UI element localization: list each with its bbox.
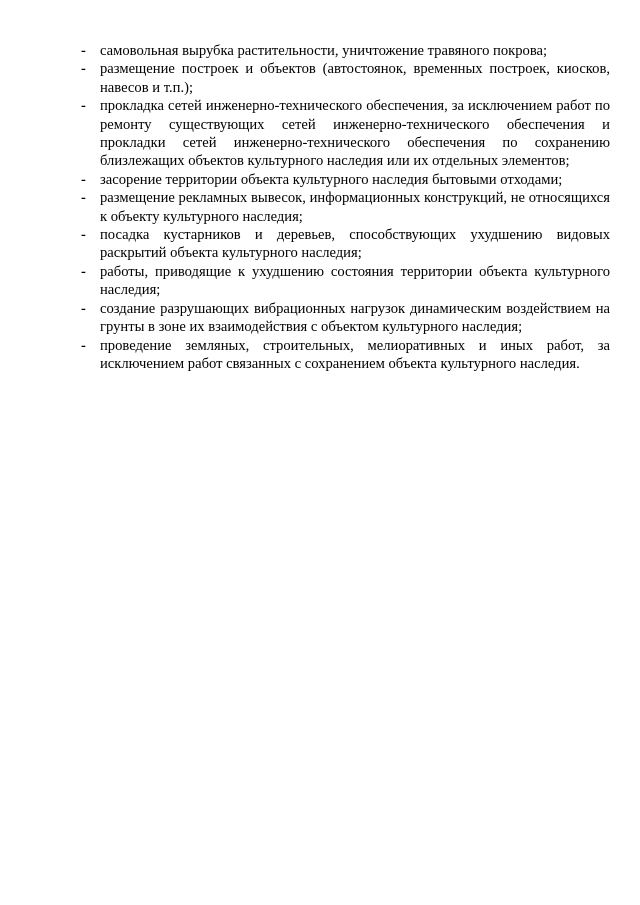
- list-item-text: размещение рекламных вывесок, информационных конструкций, не относящихся к объекту культурного наследия;: [100, 190, 610, 225]
- bullet-dash: -: [81, 227, 86, 244]
- list-item: [80, 263, 610, 300]
- restrictions-list: [80, 42, 610, 373]
- bullet-dash: -: [81, 190, 86, 207]
- list-item: [80, 60, 610, 97]
- bullet-dash: -: [81, 337, 86, 354]
- list-item: [80, 42, 610, 60]
- list-item: [80, 189, 610, 226]
- list-item-text: посадка кустарников и деревьев, способствующих ухудшению видовых раскрытий объекта культурного наследия;: [100, 227, 610, 262]
- list-item-text: прокладка сетей инженерно-технического обеспечения, за исключением работ по ремонту существующих сетей инженерно-технического обеспечения и прокладки сетей инженерно-технического обеспечения по сохранению близлежащих объектов культурного наследия или их отдельных элементов;: [100, 98, 610, 170]
- bullet-dash: -: [81, 61, 86, 78]
- bullet-dash: -: [81, 43, 86, 59]
- list-item: [80, 337, 610, 374]
- list-item-text: проведение земляных, строительных, мелиоративных и иных работ, за исключением работ связанных с сохранением объекта культурного наследия.: [100, 337, 610, 372]
- list-item-text: засорение территории объекта культурного наследия бытовыми отходами;: [100, 171, 563, 188]
- list-item: [80, 226, 610, 263]
- list-item: [80, 97, 610, 171]
- bullet-dash: -: [81, 171, 86, 188]
- bullet-dash: -: [81, 98, 86, 115]
- list-item: [80, 300, 610, 337]
- list-item-text: самовольная вырубка растительности, уничтожение травяного покрова;: [100, 43, 548, 59]
- list-item: [80, 171, 610, 189]
- bullet-dash: -: [81, 300, 86, 317]
- list-item-text: создание разрушающих вибрационных нагрузок динамическим воздействием на грунты в зоне их взаимодействия с объектом культурного наследия;: [100, 300, 610, 336]
- list-item-text: работы, приводящие к ухудшению состояния территории объекта культурного наследия;: [100, 263, 610, 299]
- list-item-text: размещение построек и объектов (автостоянок, временных построек, киосков, навесов и т.п.);: [100, 61, 610, 96]
- bullet-dash: -: [81, 263, 86, 280]
